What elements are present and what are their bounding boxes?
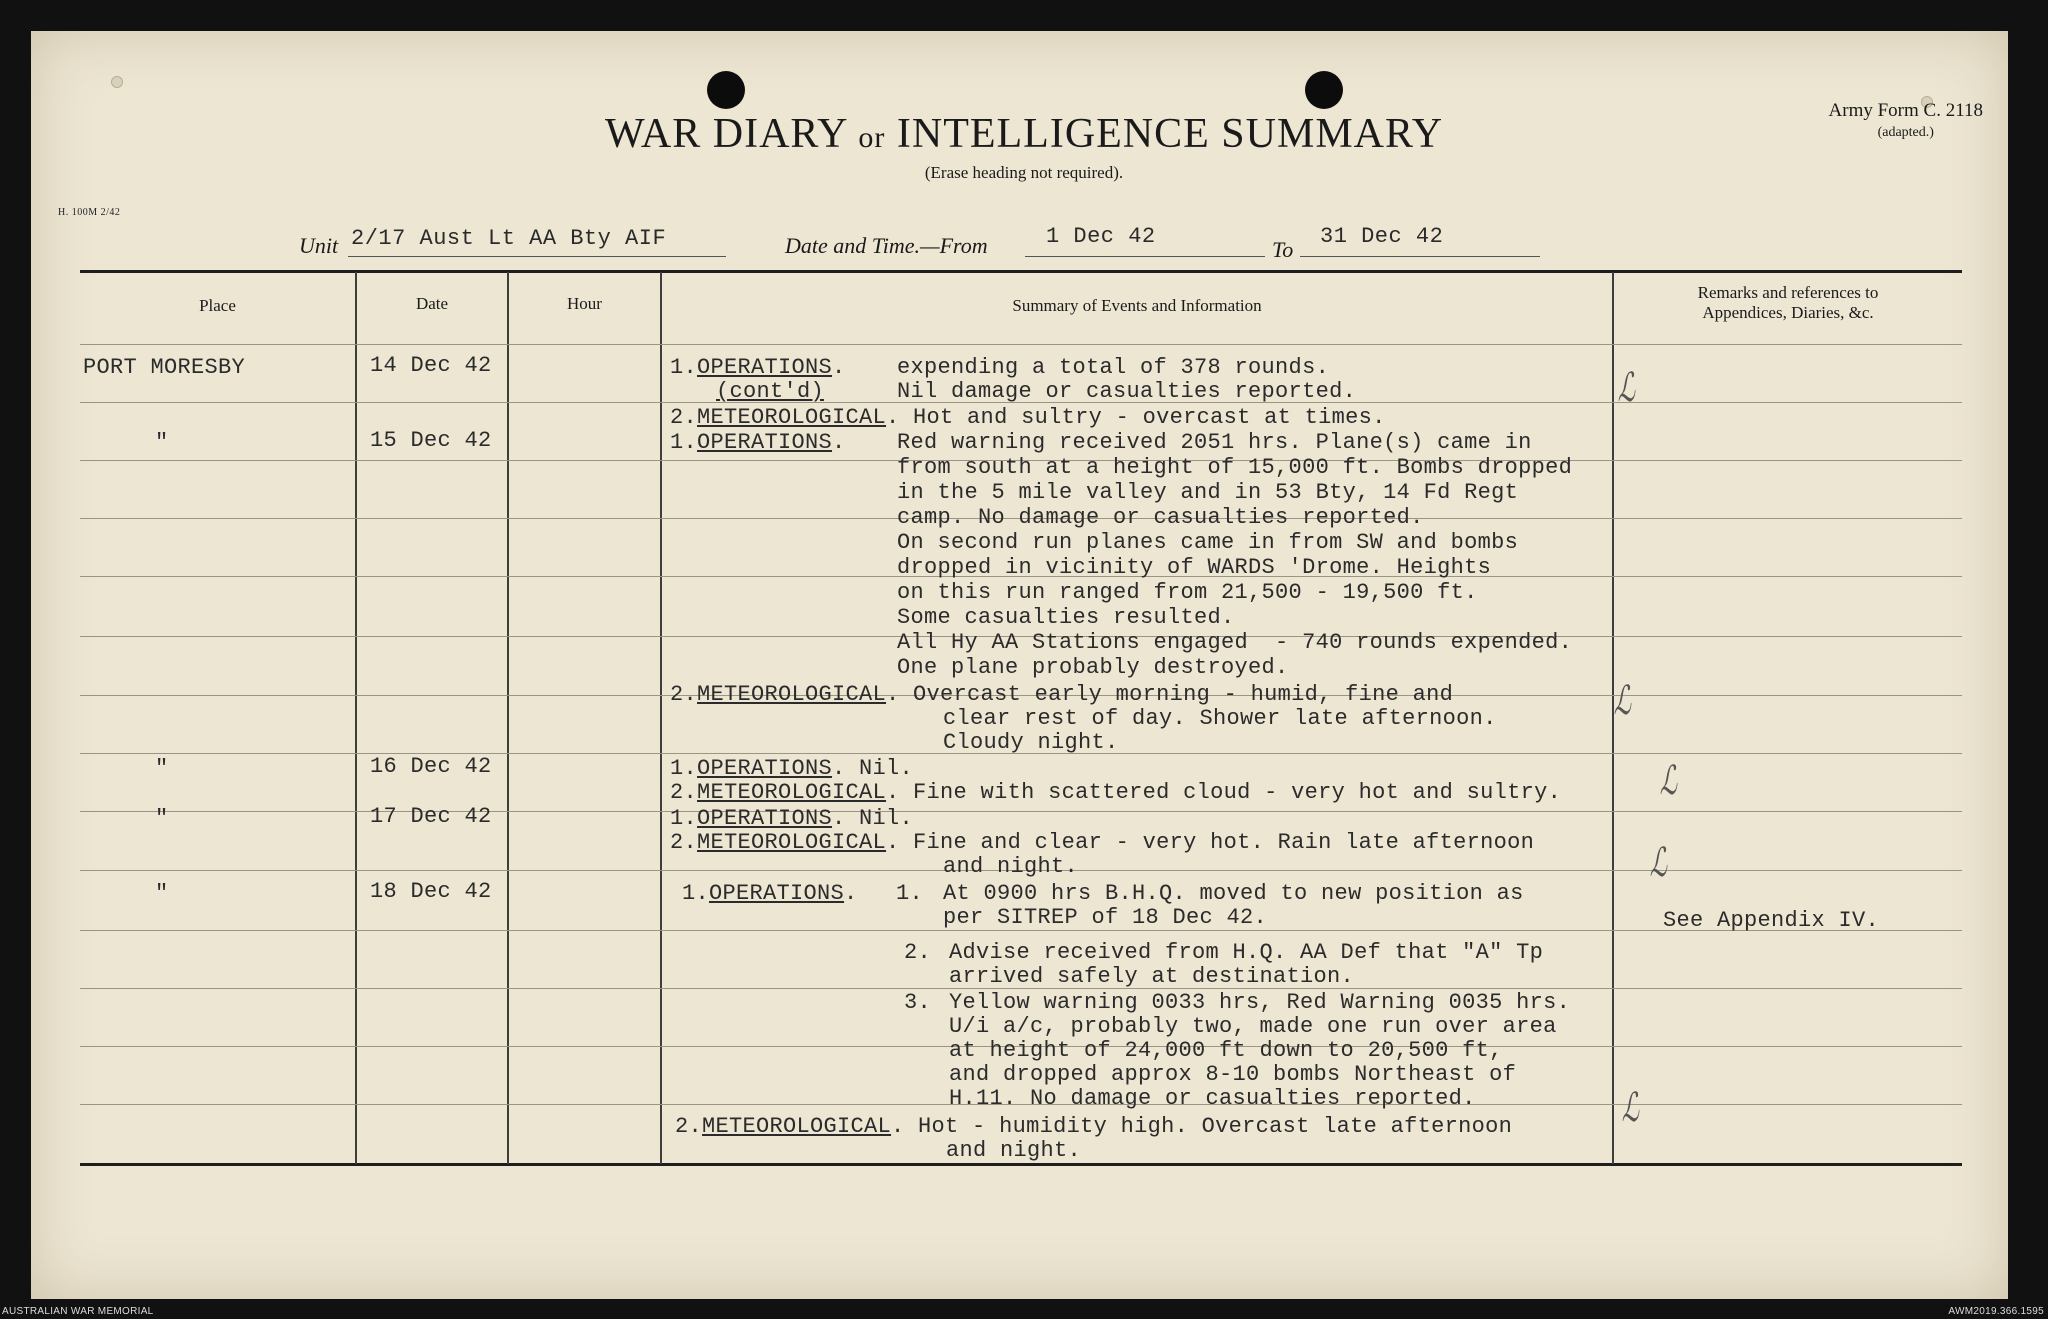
entry-15-met-line: Cloudy night. bbox=[943, 730, 1119, 755]
entry-18-item-line: U/i a/c, probably two, made one run over area bbox=[949, 1014, 1557, 1039]
entry-15-line: All Hy AA Stations engaged - 740 rounds expended. bbox=[897, 630, 1573, 655]
entry-14-text: Nil damage or casualties reported. bbox=[897, 379, 1357, 404]
entry-17-met-line: and night. bbox=[943, 854, 1079, 879]
entry-17-operations: 1.OPERATIONS. Nil. bbox=[670, 806, 914, 831]
col-header-date: Date bbox=[415, 294, 449, 313]
print-code: H. 100M 2/42 bbox=[58, 207, 121, 218]
date-15-dec: 15 Dec 42 bbox=[370, 428, 492, 453]
col-header-remarks: Remarks and references to Appendices, Diaries, &c. bbox=[1697, 283, 1879, 322]
entry-18-item-line: and dropped approx 8-10 bombs Northeast of bbox=[949, 1062, 1517, 1087]
entry-14-text: expending a total of 378 rounds. bbox=[897, 355, 1330, 380]
punch-hole-left bbox=[707, 71, 745, 109]
date-14-dec: 14 Dec 42 bbox=[370, 353, 492, 378]
entry-18-item-line: per SITREP of 18 Dec 42. bbox=[943, 905, 1268, 930]
entry-15-line: Some casualties resulted. bbox=[897, 605, 1235, 630]
entry-15-line: dropped in vicinity of WARDS 'Drome. Heights bbox=[897, 555, 1492, 580]
ruled-line bbox=[80, 811, 1962, 812]
to-label: To bbox=[1272, 237, 1294, 262]
entry-15-line: in the 5 mile valley and in 53 Bty, 14 Fd Regt bbox=[897, 480, 1519, 505]
place-14-dec: PORT MORESBY bbox=[83, 355, 246, 380]
entry-18-item-line: at height of 24,000 ft down to 20,500 ft, bbox=[949, 1038, 1503, 1063]
entry-18-item-line: arrived safely at destination. bbox=[949, 964, 1355, 989]
entry-18-met-line: and night. bbox=[946, 1138, 1082, 1163]
entry-15-met-line: clear rest of day. Shower late afternoon. bbox=[943, 706, 1497, 731]
entry-15-meteorological: 2.METEOROLOGICAL. Overcast early morning - humid, fine and bbox=[670, 682, 1454, 707]
date-to-underline bbox=[1300, 256, 1540, 257]
col-header-summary: Summary of Events and Information bbox=[1012, 296, 1262, 315]
date-17-dec: 17 Dec 42 bbox=[370, 804, 492, 829]
entry-18-item-line: Yellow warning 0033 hrs, Red Warning 0035 hrs. bbox=[949, 990, 1571, 1015]
punch-hole-right bbox=[1305, 71, 1343, 109]
entry-16-operations: 1.OPERATIONS. Nil. bbox=[670, 756, 914, 781]
entry-18-item-line: H.11. No damage or casualties reported. bbox=[949, 1086, 1476, 1111]
date-18-dec: 18 Dec 42 bbox=[370, 879, 492, 904]
entry-15-line: On second run planes came in from SW and bombs bbox=[897, 530, 1519, 555]
entry-18-item-line: At 0900 hrs B.H.Q. moved to new position as bbox=[943, 881, 1524, 906]
remark-appendix: See Appendix IV. bbox=[1663, 908, 1880, 933]
page-subtitle: (Erase heading not required). bbox=[924, 163, 1124, 182]
entry-16-meteorological: 2.METEOROLOGICAL. Fine with scattered cloud - very hot and sultry. bbox=[670, 780, 1562, 805]
initials-signature-icon: ℒ bbox=[1613, 678, 1632, 724]
unit-underline bbox=[348, 256, 726, 257]
entry-15-line: from south at a height of 15,000 ft. Bombs dropped bbox=[897, 455, 1573, 480]
divider-place-date bbox=[355, 272, 357, 1164]
place-16-dec: " bbox=[155, 756, 169, 781]
entry-18-item-number: 3. bbox=[904, 990, 932, 1015]
entry-15-line: on this run ranged from 21,500 - 19,500 ft. bbox=[897, 580, 1478, 605]
initials-signature-icon: ℒ bbox=[1621, 1085, 1640, 1131]
entry-15-line: camp. No damage or casualties reported. bbox=[897, 505, 1424, 530]
table-top-rule bbox=[80, 270, 1962, 273]
entry-17-meteorological: 2.METEOROLOGICAL. Fine and clear - very hot. Rain late afternoon bbox=[670, 830, 1535, 855]
entry-14-meteorological: 2.METEOROLOGICAL. Hot and sultry - overcast at times. bbox=[670, 405, 1386, 430]
table-bottom-rule bbox=[80, 1163, 1962, 1166]
entry-14-contd: (cont'd) bbox=[716, 379, 825, 404]
initials-signature-icon: ℒ bbox=[1659, 758, 1678, 804]
entry-18-item-number: 1. bbox=[896, 881, 924, 906]
pin-mark-left bbox=[111, 76, 123, 88]
ruled-line bbox=[80, 344, 1962, 345]
footer-source: AUSTRALIAN WAR MEMORIAL bbox=[2, 1306, 154, 1317]
entry-18-item-number: 2. bbox=[904, 940, 932, 965]
unit-value: 2/17 Aust Lt AA Bty AIF bbox=[351, 226, 667, 251]
place-15-dec: " bbox=[155, 430, 169, 455]
entry-15-operations: 1.OPERATIONS. bbox=[670, 430, 846, 455]
entry-15-line: One plane probably destroyed. bbox=[897, 655, 1289, 680]
date-to-value: 31 Dec 42 bbox=[1320, 224, 1444, 249]
entry-15-line: Red warning received 2051 hrs. Plane(s) came in bbox=[897, 430, 1532, 455]
date-16-dec: 16 Dec 42 bbox=[370, 754, 492, 779]
entry-14-operations: 1.OPERATIONS. bbox=[670, 355, 846, 380]
entry-18-operations: 1.OPERATIONS. bbox=[682, 881, 858, 906]
col-header-hour: Hour bbox=[567, 294, 602, 313]
initials-signature-icon: ℒ bbox=[1649, 840, 1668, 886]
form-reference: Army Form C. 2118 (adapted.) bbox=[1828, 100, 1983, 140]
page-title: WAR DIARY or INTELLIGENCE SUMMARY bbox=[604, 111, 1444, 157]
divider-date-hour bbox=[507, 272, 509, 1164]
col-header-place: Place bbox=[199, 296, 236, 315]
date-from-underline bbox=[1025, 256, 1265, 257]
footer-accession: AWM2019.366.1595 bbox=[1948, 1306, 2044, 1317]
entry-18-item-line: Advise received from H.Q. AA Def that "A" Tp bbox=[949, 940, 1544, 965]
unit-label: Unit bbox=[299, 233, 339, 258]
entry-18-meteorological: 2.METEOROLOGICAL. Hot - humidity high. Overcast late afternoon bbox=[675, 1114, 1513, 1139]
date-time-label: Date and Time.—From bbox=[785, 233, 988, 258]
place-18-dec: " bbox=[155, 881, 169, 906]
divider-hour-summary bbox=[660, 272, 662, 1164]
initials-signature-icon: ℒ bbox=[1617, 365, 1636, 411]
date-from-value: 1 Dec 42 bbox=[1046, 224, 1156, 249]
place-17-dec: " bbox=[155, 806, 169, 831]
